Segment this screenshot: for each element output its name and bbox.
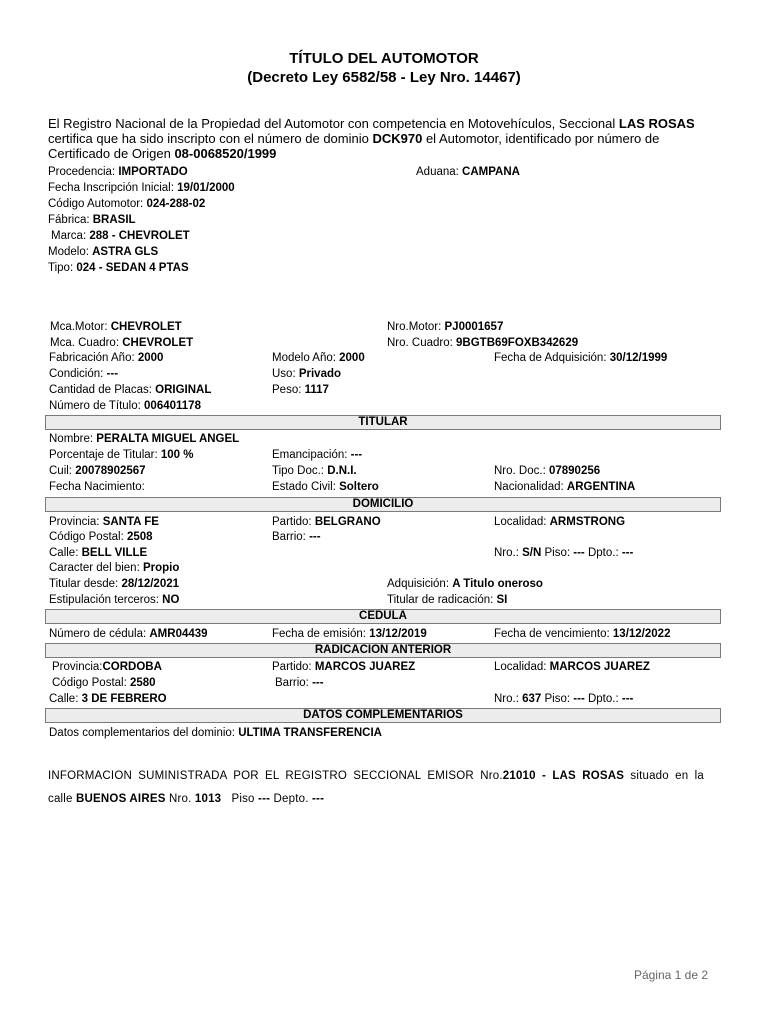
radicacion-calle-field: Calle: 3 DE FEBRERO — [49, 693, 167, 705]
document-subtitle: (Decreto Ley 6582/58 - Ley Nro. 14467) — [247, 69, 521, 86]
fabricacion-row — [48, 352, 720, 368]
radicacion-localidad-field: Localidad: MARCOS JUAREZ — [494, 661, 650, 673]
peso-field: Peso: 1117 — [272, 384, 329, 396]
radicacion-provincia-row — [48, 661, 720, 677]
nro-motor-field: Nro.Motor: PJ0001657 — [387, 321, 504, 333]
cuil-row — [48, 465, 720, 481]
seccional-value: LAS ROSAS — [618, 116, 695, 131]
placas-row — [48, 384, 720, 400]
numero-titulo-row — [48, 400, 720, 416]
calle-row — [48, 547, 720, 563]
fabricacion-field: Fabricación Año: 2000 — [49, 352, 164, 364]
titular-desde-row — [48, 578, 720, 594]
numero-cedula-field: Número de cédula: AMR04439 — [49, 628, 208, 640]
caracter-field: Caracter del bien: Propio — [49, 562, 180, 574]
nombre-row — [48, 433, 720, 449]
porcentaje-row — [48, 449, 720, 465]
procedencia-field: Procedencia: IMPORTADO — [48, 166, 188, 178]
dominio-value: DCK970 — [372, 131, 423, 146]
tipo-field: Tipo: 024 - SEDAN 4 PTAS — [48, 262, 189, 274]
radicacion-provincia-field: Provincia:CORDOBA — [52, 661, 162, 673]
radicacion-nro-piso-dpto-field: Nro.: 637 Piso: --- Dpto.: --- — [494, 693, 634, 705]
motor-row — [48, 321, 720, 337]
titular-radicacion-field: Titular de radicación: SI — [387, 594, 508, 606]
estado-civil-field: Estado Civil: Soltero — [272, 481, 379, 493]
tipo-doc-field: Tipo Doc.: D.N.I. — [272, 465, 357, 477]
fecha-inscripcion-row — [48, 182, 720, 198]
procedencia-row — [48, 166, 720, 182]
section-header-radicacion: RADICACION ANTERIOR — [45, 643, 721, 658]
radicacion-calle-row — [48, 693, 720, 709]
codigo-automotor-row — [48, 198, 720, 214]
nro-cuadro-field: Nro. Cuadro: 9BGTB69FOXB342629 — [387, 337, 579, 349]
marca-field: Marca: 288 - CHEVROLET — [51, 230, 190, 242]
emancipacion-field: Emancipación: --- — [272, 449, 363, 461]
modelo-row — [48, 246, 720, 262]
nacimiento-row — [48, 481, 720, 497]
nro-doc-field: Nro. Doc.: 07890256 — [494, 465, 601, 477]
section-header-complementarios: DATOS COMPLEMENTARIOS — [45, 708, 721, 723]
mca-cuadro-field: Mca. Cuadro: CHEVROLET — [50, 337, 194, 349]
nro-piso-dpto-field: Nro.: S/N Piso: --- Dpto.: --- — [494, 547, 634, 559]
fecha-vencimiento-field: Fecha de vencimiento: 13/12/2022 — [494, 628, 671, 640]
aduana-field: Aduana: CAMPANA — [416, 166, 520, 178]
informacion-line-1: INFORMACION SUMINISTRADA POR EL REGISTRO SECCIONAL EMISOR Nro.21010 - LAS ROSAS situado en la — [48, 770, 704, 782]
section-header-domicilio: DOMICILIO — [45, 497, 721, 512]
calle-field: Calle: BELL VILLE — [49, 547, 148, 559]
radicacion-cp-row — [48, 677, 720, 693]
fecha-nacimiento-field: Fecha Nacimiento: — [49, 481, 145, 493]
datos-complementarios-field: Datos complementarios del dominio: ULTIMA TRANSFERENCIA — [49, 727, 382, 739]
cedula-row — [48, 628, 720, 644]
registro-value: 21010 - LAS ROSAS — [502, 770, 625, 782]
tipo-row — [48, 262, 720, 278]
adquisicion-field: Adquisición: A Titulo oneroso — [387, 578, 543, 590]
fecha-inscripcion-field: Fecha Inscripción Inicial: 19/01/2000 — [48, 182, 235, 194]
radicacion-partido-field: Partido: MARCOS JUAREZ — [272, 661, 416, 673]
section-header-titular: TITULAR — [45, 415, 721, 430]
fabrica-row — [48, 214, 720, 230]
codigo-postal-row — [48, 531, 720, 547]
codigo-postal-field: Código Postal: 2508 — [49, 531, 153, 543]
nacionalidad-field: Nacionalidad: ARGENTINA — [494, 481, 636, 493]
intro-paragraph: El Registro Nacional de la Propiedad del Automotor con competencia en Motovehículos, Seccional LAS ROSAS certifica que ha sido inscripto con el número de dominio DCK970 el Automotor, identificado por número de Certificado de Origen 08-0068520/1999 — [48, 116, 695, 161]
fecha-adquisicion-field: Fecha de Adquisición: 30/12/1999 — [494, 352, 668, 364]
estipulacion-field: Estipulación terceros: NO — [49, 594, 180, 606]
complementarios-row — [48, 727, 720, 743]
estipulacion-row — [48, 594, 720, 610]
marca-row — [48, 230, 720, 246]
modelo-field: Modelo: ASTRA GLS — [48, 246, 159, 258]
fecha-emision-field: Fecha de emisión: 13/12/2019 — [272, 628, 427, 640]
fabrica-field: Fábrica: BRASIL — [48, 214, 136, 226]
localidad-field: Localidad: ARMSTRONG — [494, 516, 626, 528]
modelo-anio-field: Modelo Año: 2000 — [272, 352, 365, 364]
condicion-field: Condición: --- — [49, 368, 119, 380]
informacion-line-2: calle BUENOS AIRES Nro. 1013 Piso --- Depto. --- — [48, 793, 325, 805]
porcentaje-field: Porcentaje de Titular: 100 % — [49, 449, 194, 461]
nombre-field: Nombre: PERALTA MIGUEL ANGEL — [49, 433, 240, 445]
barrio-field: Barrio: --- — [272, 531, 321, 543]
uso-field: Uso: Privado — [272, 368, 342, 380]
radicacion-codigo-postal-field: Código Postal: 2580 — [52, 677, 156, 689]
section-header-cedula: CEDULA — [45, 609, 721, 624]
caracter-row — [48, 562, 720, 578]
radicacion-barrio-field: Barrio: --- — [275, 677, 324, 689]
mca-motor-field: Mca.Motor: CHEVROLET — [50, 321, 182, 333]
partido-field: Partido: BELGRANO — [272, 516, 381, 528]
condicion-row — [48, 368, 720, 384]
cuil-field: Cuil: 20078902567 — [49, 465, 146, 477]
provincia-row — [48, 516, 720, 532]
numero-titulo-field: Número de Título: 006401178 — [49, 400, 201, 412]
page-number: Página 1 de 2 — [633, 968, 708, 982]
cuadro-row — [48, 337, 720, 353]
certificado-value: 08-0068520/1999 — [174, 146, 277, 161]
titular-desde-field: Titular desde: 28/12/2021 — [49, 578, 180, 590]
provincia-field: Provincia: SANTA FE — [49, 516, 159, 528]
placas-field: Cantidad de Placas: ORIGINAL — [49, 384, 212, 396]
codigo-automotor-field: Código Automotor: 024-288-02 — [48, 198, 206, 210]
document-title: TÍTULO DEL AUTOMOTOR — [289, 50, 479, 67]
